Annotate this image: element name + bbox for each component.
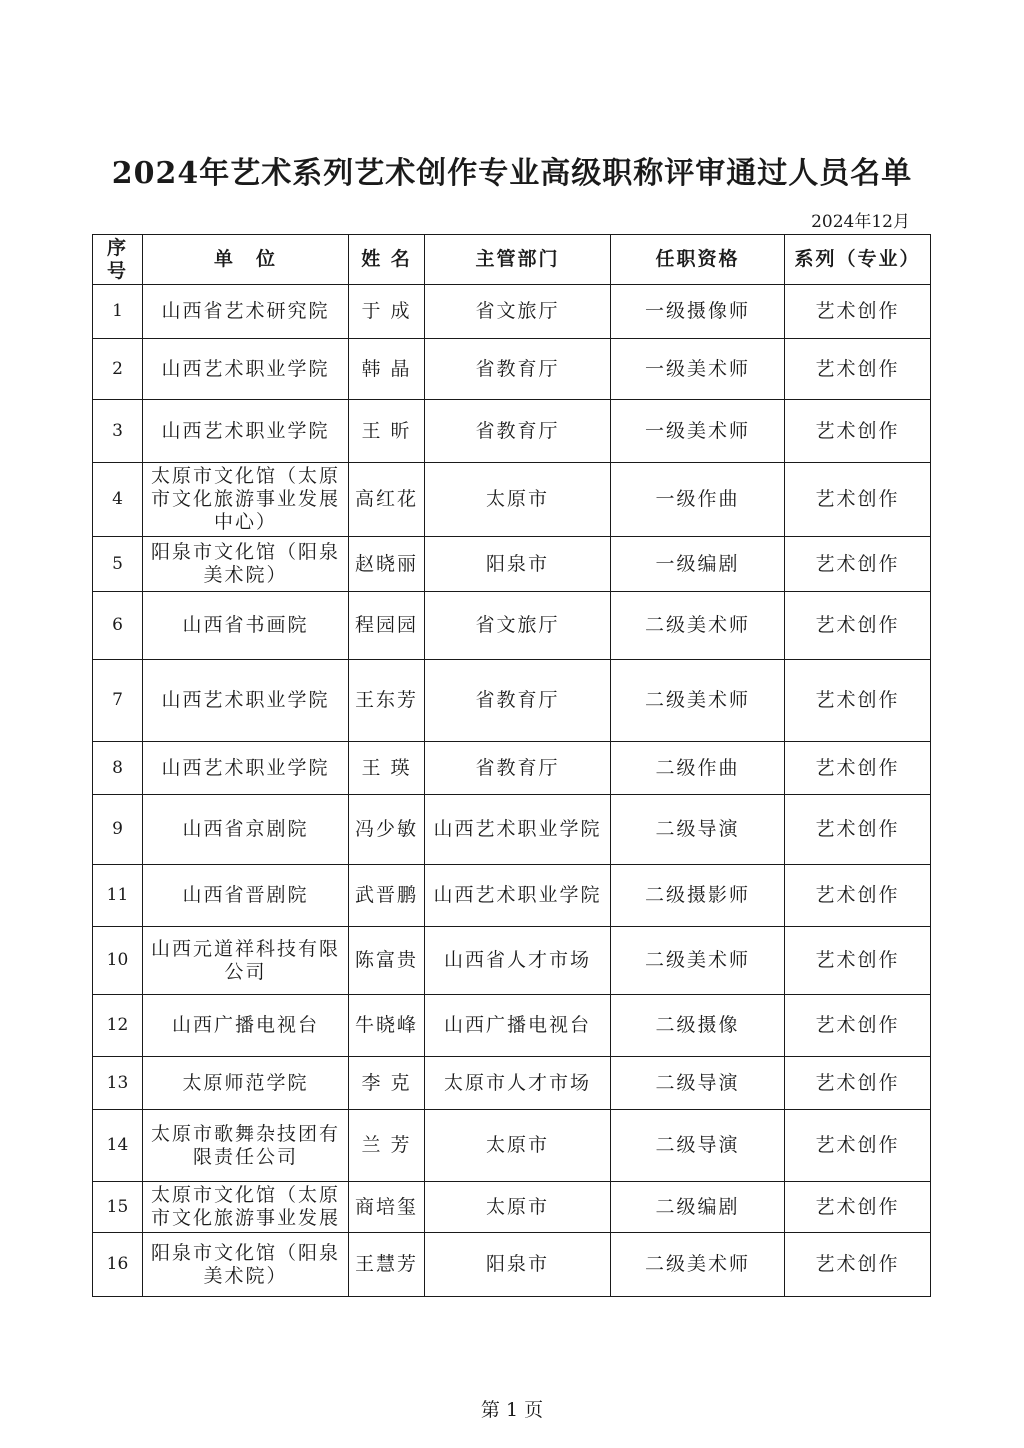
cell-qualification: 一级作曲 — [611, 463, 785, 537]
cell-series: 艺术创作 — [785, 742, 931, 795]
table-row — [93, 463, 931, 537]
header-name: 姓 名 — [349, 235, 425, 285]
cell-series: 艺术创作 — [785, 1057, 931, 1110]
page-number: 第 1 页 — [480, 1399, 544, 1421]
table-row — [93, 865, 931, 927]
cell-series: 艺术创作 — [785, 592, 931, 660]
cell-index: 4 — [93, 463, 143, 537]
cell-name: 冯少敏 — [349, 795, 425, 865]
table-row — [93, 995, 931, 1057]
cell-index: 10 — [93, 927, 143, 995]
cell-department: 山西广播电视台 — [425, 995, 611, 1057]
cell-series: 艺术创作 — [785, 1233, 931, 1297]
cell-department: 省教育厅 — [425, 400, 611, 463]
header-index: 序号 — [93, 235, 143, 285]
cell-qualification: 二级美术师 — [611, 660, 785, 742]
cell-qualification: 二级作曲 — [611, 742, 785, 795]
cell-qualification: 二级摄像 — [611, 995, 785, 1057]
table-row — [93, 660, 931, 742]
table-row — [93, 537, 931, 592]
cell-index: 11 — [93, 865, 143, 927]
table-header-row — [93, 235, 931, 285]
cell-name: 陈富贵 — [349, 927, 425, 995]
cell-qualification: 二级导演 — [611, 1057, 785, 1110]
cell-qualification: 一级美术师 — [611, 339, 785, 400]
cell-department: 省教育厅 — [425, 339, 611, 400]
cell-index: 1 — [93, 285, 143, 339]
cell-qualification: 二级摄影师 — [611, 865, 785, 927]
cell-department: 省教育厅 — [425, 660, 611, 742]
cell-index: 2 — [93, 339, 143, 400]
cell-qualification: 二级导演 — [611, 1110, 785, 1182]
cell-index: 13 — [93, 1057, 143, 1110]
cell-index: 5 — [93, 537, 143, 592]
cell-department: 太原市人才市场 — [425, 1057, 611, 1110]
cell-name: 王 瑛 — [349, 742, 425, 795]
cell-series: 艺术创作 — [785, 927, 931, 995]
cell-name: 王东芳 — [349, 660, 425, 742]
cell-name: 商培玺 — [349, 1182, 425, 1233]
cell-index: 7 — [93, 660, 143, 742]
cell-series: 艺术创作 — [785, 660, 931, 742]
cell-qualification: 一级摄像师 — [611, 285, 785, 339]
cell-unit: 太原师范学院 — [143, 1057, 349, 1110]
header-unit: 单 位 — [143, 235, 349, 285]
page-title: 2024年艺术系列艺术创作专业高级职称评审通过人员名单 — [111, 156, 913, 191]
table-row — [93, 400, 931, 463]
cell-series: 艺术创作 — [785, 865, 931, 927]
personnel-table — [92, 234, 931, 1297]
cell-name: 于 成 — [349, 285, 425, 339]
cell-series: 艺术创作 — [785, 537, 931, 592]
table-row — [93, 339, 931, 400]
cell-unit: 太原市文化馆（太原市文化旅游事业发展 — [143, 1182, 349, 1233]
cell-qualification: 二级编剧 — [611, 1182, 785, 1233]
cell-unit: 山西省晋剧院 — [143, 865, 349, 927]
table-row — [93, 285, 931, 339]
cell-unit: 山西元道祥科技有限公司 — [143, 927, 349, 995]
cell-qualification: 二级美术师 — [611, 927, 785, 995]
cell-name: 王慧芳 — [349, 1233, 425, 1297]
table-row — [93, 1233, 931, 1297]
cell-series: 艺术创作 — [785, 339, 931, 400]
cell-index: 12 — [93, 995, 143, 1057]
cell-qualification: 二级美术师 — [611, 1233, 785, 1297]
cell-department: 山西艺术职业学院 — [425, 795, 611, 865]
cell-department: 省教育厅 — [425, 742, 611, 795]
cell-department: 省文旅厅 — [425, 592, 611, 660]
cell-unit: 山西艺术职业学院 — [143, 400, 349, 463]
cell-name: 韩 晶 — [349, 339, 425, 400]
table-row — [93, 742, 931, 795]
cell-unit: 山西省艺术研究院 — [143, 285, 349, 339]
cell-name: 王 昕 — [349, 400, 425, 463]
cell-series: 艺术创作 — [785, 1182, 931, 1233]
cell-qualification: 一级编剧 — [611, 537, 785, 592]
cell-unit: 山西省书画院 — [143, 592, 349, 660]
cell-unit: 太原市歌舞杂技团有限责任公司 — [143, 1110, 349, 1182]
header-department: 主管部门 — [425, 235, 611, 285]
table-row — [93, 795, 931, 865]
cell-department: 太原市 — [425, 1182, 611, 1233]
cell-series: 艺术创作 — [785, 995, 931, 1057]
cell-qualification: 二级导演 — [611, 795, 785, 865]
cell-department: 阳泉市 — [425, 1233, 611, 1297]
cell-name: 程园园 — [349, 592, 425, 660]
table-row — [93, 1110, 931, 1182]
cell-unit: 山西广播电视台 — [143, 995, 349, 1057]
cell-name: 李 克 — [349, 1057, 425, 1110]
cell-qualification: 二级美术师 — [611, 592, 785, 660]
cell-index: 3 — [93, 400, 143, 463]
cell-unit: 太原市文化馆（太原市文化旅游事业发展中心） — [143, 463, 349, 537]
cell-series: 艺术创作 — [785, 463, 931, 537]
cell-index: 6 — [93, 592, 143, 660]
cell-unit: 阳泉市文化馆（阳泉美术院） — [143, 1233, 349, 1297]
cell-index: 16 — [93, 1233, 143, 1297]
cell-name: 武晋鹏 — [349, 865, 425, 927]
cell-department: 省文旅厅 — [425, 285, 611, 339]
cell-department: 太原市 — [425, 463, 611, 537]
header-series: 系列（专业） — [785, 235, 931, 285]
cell-unit: 山西省京剧院 — [143, 795, 349, 865]
cell-name: 牛晓峰 — [349, 995, 425, 1057]
table-row — [93, 927, 931, 995]
cell-unit: 山西艺术职业学院 — [143, 742, 349, 795]
cell-department: 山西艺术职业学院 — [425, 865, 611, 927]
cell-series: 艺术创作 — [785, 400, 931, 463]
cell-qualification: 一级美术师 — [611, 400, 785, 463]
document-date: 2024年12月 — [811, 212, 910, 232]
cell-name: 赵晓丽 — [349, 537, 425, 592]
cell-series: 艺术创作 — [785, 1110, 931, 1182]
cell-department: 山西省人才市场 — [425, 927, 611, 995]
cell-index: 14 — [93, 1110, 143, 1182]
table-row — [93, 592, 931, 660]
cell-unit: 山西艺术职业学院 — [143, 660, 349, 742]
cell-name: 兰 芳 — [349, 1110, 425, 1182]
cell-index: 15 — [93, 1182, 143, 1233]
cell-department: 太原市 — [425, 1110, 611, 1182]
cell-index: 8 — [93, 742, 143, 795]
cell-unit: 山西艺术职业学院 — [143, 339, 349, 400]
table-row — [93, 1182, 931, 1233]
cell-unit: 阳泉市文化馆（阳泉美术院） — [143, 537, 349, 592]
cell-series: 艺术创作 — [785, 795, 931, 865]
cell-department: 阳泉市 — [425, 537, 611, 592]
header-qualification: 任职资格 — [611, 235, 785, 285]
cell-index: 9 — [93, 795, 143, 865]
cell-series: 艺术创作 — [785, 285, 931, 339]
cell-name: 高红花 — [349, 463, 425, 537]
table-row — [93, 1057, 931, 1110]
